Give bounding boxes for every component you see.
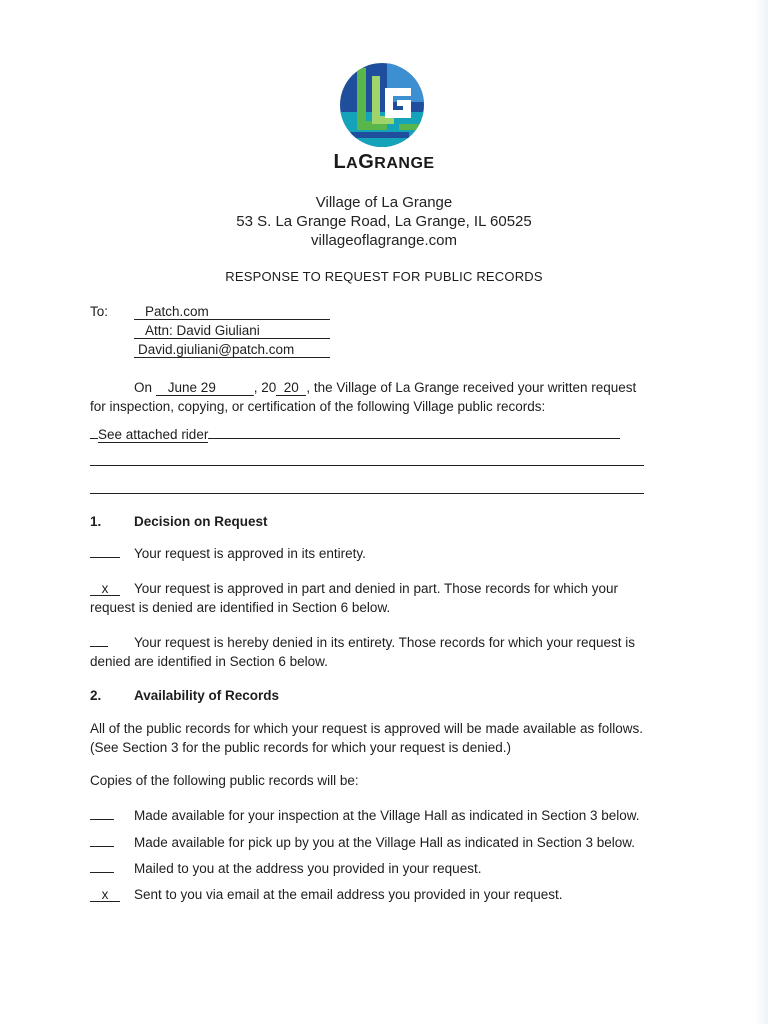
to-line-1-rule [134,319,330,320]
org-name: Village of La Grange [315,194,453,211]
decision-option-2-line-1: Your request is approved in part and denied in part. Those records for which your [134,581,619,596]
availability-option-3-mark [90,861,114,876]
to-line-1: Patch.com [145,304,209,319]
copies-intro: Copies of the following public records will be: [90,773,359,788]
request-line-1 [134,380,636,396]
availability-line-2: (See Section 3 for the public records for which your request is denied.) [90,740,511,755]
availability-option-4-mark: x [90,887,120,902]
to-line-2: Attn: David Giuliani [145,323,260,338]
decision-option-1-mark [90,546,120,561]
to-line-3-rule [134,357,330,358]
section-2-heading: Availability of Records [134,688,280,703]
document-title: RESPONSE TO REQUEST FOR PUBLIC RECORDS [225,269,543,284]
decision-option-2-mark: x [90,581,120,596]
request-date: June 29 [156,380,254,396]
records-line [90,427,620,443]
records-blank-line-1 [90,465,644,466]
availability-option-2-mark [90,835,114,850]
to-label: To: [90,304,109,319]
lagrange-logo-icon [339,62,425,148]
decision-option-3-mark [90,635,108,650]
section-2-number: 2. [90,688,102,703]
year-prefix: , 20 [253,380,277,395]
decision-option-2-line-2: request is denied are identified in Section 6 below. [90,600,391,615]
to-line-2-rule [134,338,330,339]
availability-option-2-text: Made available for pick up by you at the Village Hall as indicated in Section 3 below. [134,835,636,850]
lagrange-logo [339,62,425,148]
to-line-3: David.giuliani@patch.com [138,342,295,357]
org-address: 53 S. La Grange Road, La Grange, IL 60525 [236,213,532,230]
records-prefix-rule [90,438,98,439]
org-website: villageoflagrange.com [311,232,457,249]
section-1-number: 1. [90,514,102,529]
availability-option-1-text: Made available for your inspection at the Village Hall as indicated in Section 3 below. [134,808,640,823]
decision-option-1-text: Your request is approved in its entirety. [134,546,366,561]
availability-option-1-mark [90,808,114,823]
request-line-1-rest: , the Village of La Grange received your written request [306,380,637,395]
request-year: 20 [276,380,306,396]
availability-option-3-text: Mailed to you at the address you provided in your request. [134,861,482,876]
section-1-heading: Decision on Request [134,514,268,529]
records-blank-line-2 [90,493,644,494]
availability-option-4-text: Sent to you via email at the email address you provided in your request. [134,887,563,902]
lagrange-wordmark: LAGRANGE [333,151,435,173]
records-text: See attached rider [98,427,209,442]
decision-option-3-line-1: Your request is hereby denied in its entirety. Those records for which your request is [134,635,636,650]
records-suffix-rule [208,438,620,439]
request-line-2: for inspection, copying, or certification of the following Village public records: [90,399,546,414]
on-label: On [134,380,153,395]
decision-option-3-line-2: denied are identified in Section 6 below. [90,654,328,669]
availability-line-1: All of the public records for which your request is approved will be made available as follows. [90,721,644,736]
